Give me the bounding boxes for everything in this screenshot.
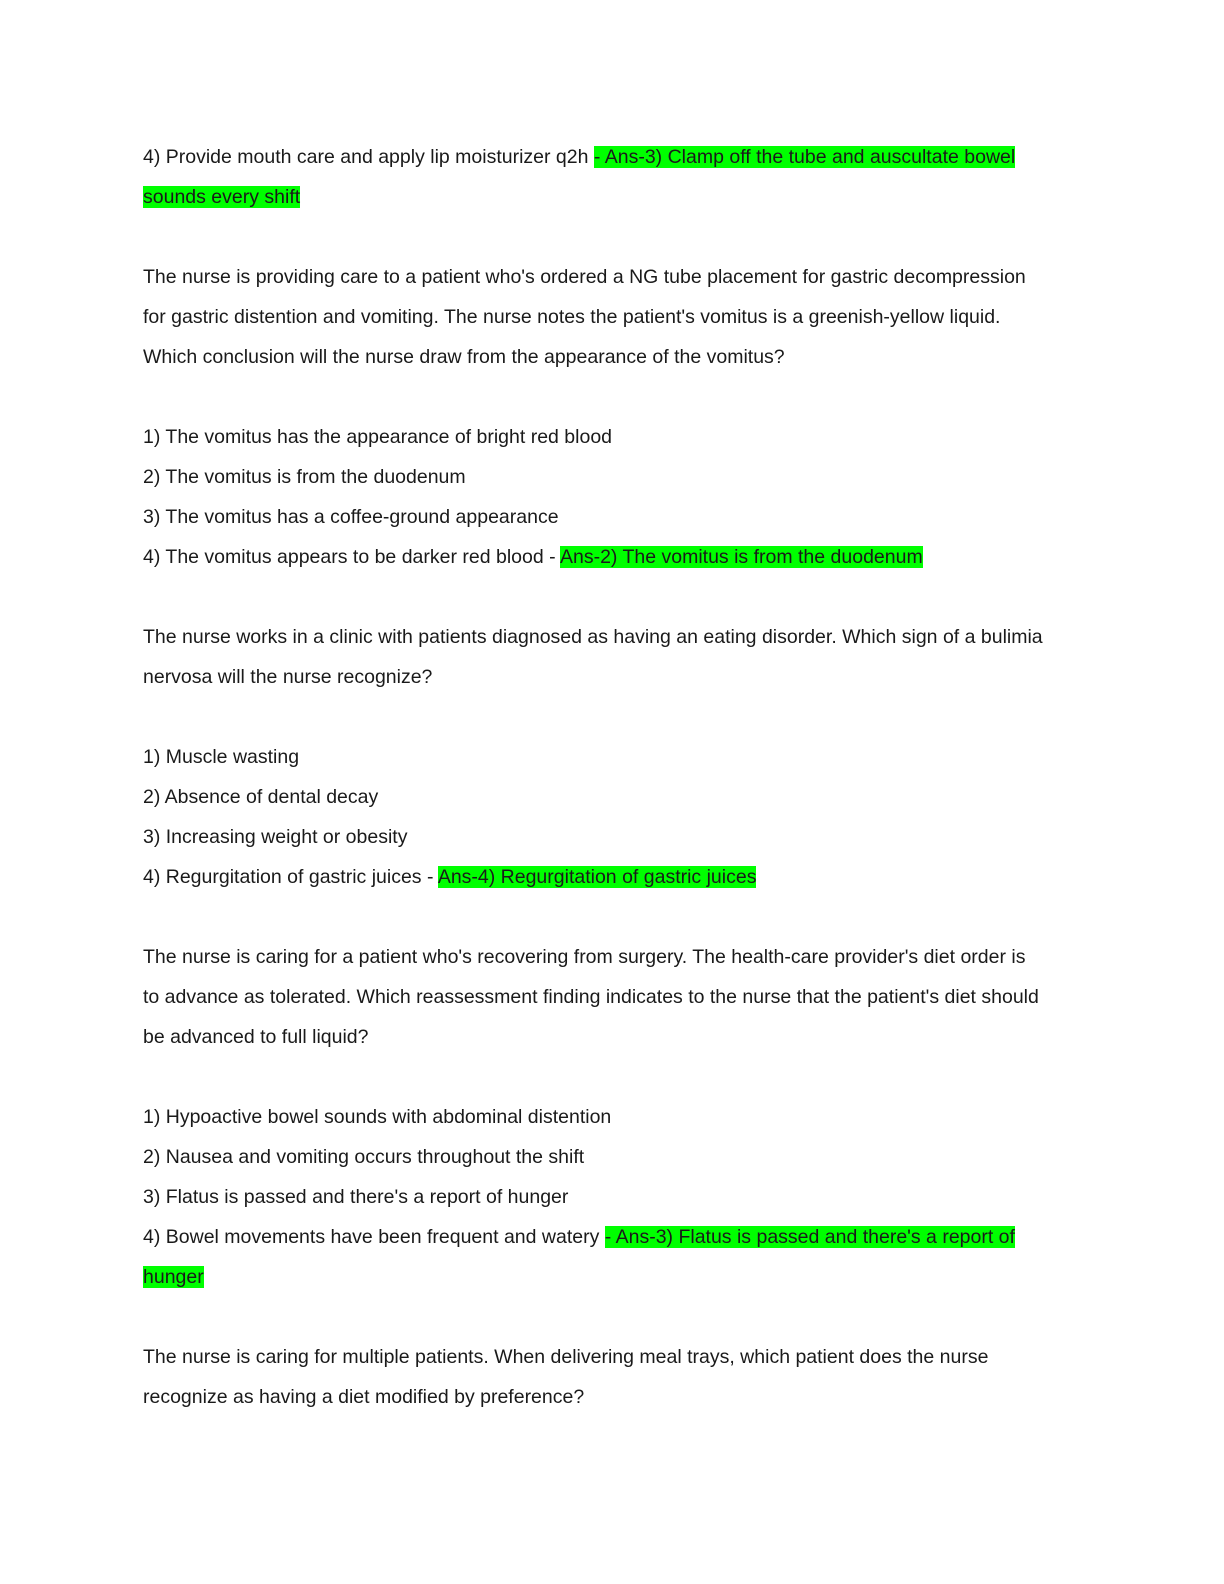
option-text: 4) The vomitus appears to be darker red blood - [143, 546, 560, 568]
option-line: 3) Flatus is passed and there's a report of hunger [143, 1186, 569, 1208]
spacer [143, 1057, 1083, 1097]
option-line: 2) Absence of dental decay [143, 786, 379, 808]
option-text: 4) Bowel movements have been frequent and watery [143, 1226, 605, 1248]
answer-highlight: Ans-4) Regurgitation of gastric juices [437, 866, 757, 888]
option-line: 1) Hypoactive bowel sounds with abdominal distention [143, 1106, 612, 1128]
question-stem-line: The nurse is providing care to a patient who's ordered a NG tube placement for gastric decompression [143, 266, 1026, 288]
spacer [143, 897, 1083, 937]
option-line: 1) Muscle wasting [143, 746, 300, 768]
question-stem-line: be advanced to full liquid? [143, 1026, 369, 1048]
option-line [143, 1217, 1083, 1257]
answer-continuation-line [143, 177, 1083, 217]
question-stem-line: for gastric distention and vomiting. The nurse notes the patient's vomitus is a greenish-yellow liquid. [143, 306, 1001, 328]
spacer [143, 697, 1083, 737]
answer-continuation-line [143, 1257, 1083, 1297]
answer-highlight: Ans-2) The vomitus is from the duodenum [559, 546, 923, 568]
option-text: 4) Regurgitation of gastric juices - [143, 866, 438, 888]
question-stem-line: The nurse works in a clinic with patients diagnosed as having an eating disorder. Which sign of a bulimia [143, 626, 1043, 648]
option-line: 1) The vomitus has the appearance of bright red blood [143, 426, 613, 448]
question-stem-line: recognize as having a diet modified by preference? [143, 1386, 585, 1408]
option-line: 3) Increasing weight or obesity [143, 826, 408, 848]
question-stem-line: nervosa will the nurse recognize? [143, 666, 433, 688]
spacer [143, 577, 1083, 617]
spacer [143, 377, 1083, 417]
question-stem-line: Which conclusion will the nurse draw from the appearance of the vomitus? [143, 346, 785, 368]
answer-highlight: sounds every shift [143, 186, 301, 208]
question-stem-line: to advance as tolerated. Which reassessment finding indicates to the nurse that the patient's diet should [143, 986, 1039, 1008]
option-line [143, 137, 1083, 177]
option-line [143, 537, 1083, 577]
option-line [143, 857, 1083, 897]
answer-highlight: hunger [143, 1266, 204, 1288]
answer-highlight: - Ans-3) Flatus is passed and there's a report of [604, 1226, 1015, 1248]
option-line: 2) The vomitus is from the duodenum [143, 466, 466, 488]
answer-highlight: - Ans-3) Clamp off the tube and auscultate bowel [593, 146, 1016, 168]
document-page [143, 137, 1083, 1417]
option-text: 4) Provide mouth care and apply lip moisturizer q2h [143, 146, 594, 168]
option-line: 2) Nausea and vomiting occurs throughout the shift [143, 1146, 585, 1168]
spacer [143, 217, 1083, 257]
option-line: 3) The vomitus has a coffee-ground appearance [143, 506, 559, 528]
spacer [143, 1297, 1083, 1337]
question-stem-line: The nurse is caring for multiple patients. When delivering meal trays, which patient does the nurse [143, 1346, 989, 1368]
question-stem-line: The nurse is caring for a patient who's recovering from surgery. The health-care provider's diet order is [143, 946, 1026, 968]
